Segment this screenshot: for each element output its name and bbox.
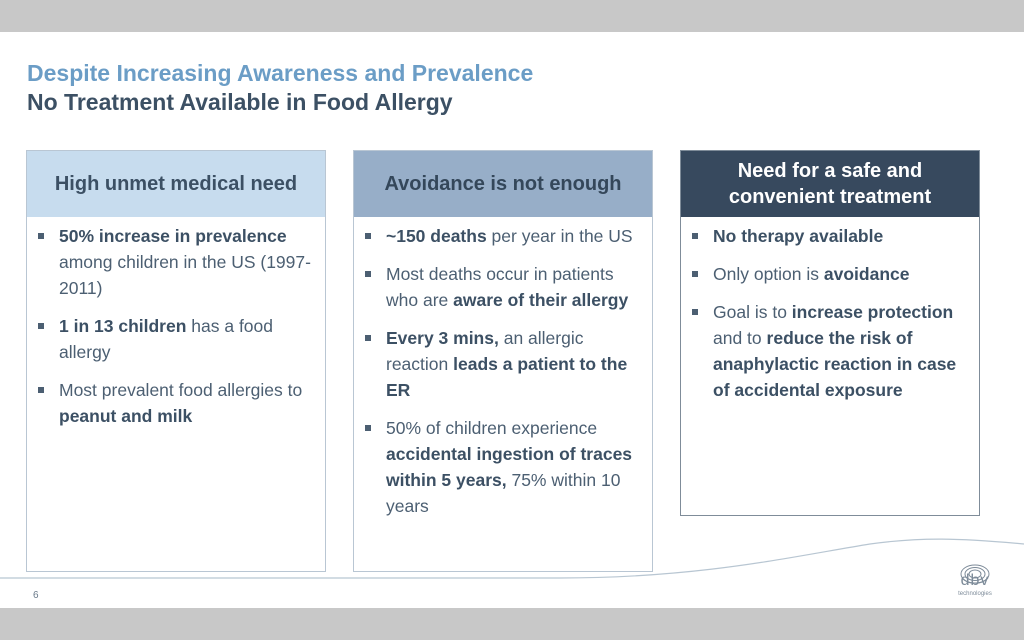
bullet-item [36,377,319,429]
bullet-text: Most deaths occur in patients who are [386,264,614,310]
bullet-item [36,223,319,301]
bullet-emphasis: peanut and milk [59,406,193,426]
bullet-item [363,223,646,249]
bullet-text: 50% of children experience [386,418,598,438]
bullet-list [354,217,652,519]
bullet-item [690,299,973,403]
bullet-text: has a food allergy [59,316,274,362]
bullet-emphasis: Every 3 mins, [386,328,499,348]
bullet-emphasis: No therapy available [713,226,884,246]
logo-text: dbv [960,572,990,589]
bullet-list [681,217,979,403]
bullet-emphasis: ~150 deaths [386,226,487,246]
bullet-emphasis: avoidance [823,264,910,284]
column-treatment-need [680,150,980,516]
slide-title: Despite Increasing Awareness and Prevalence [27,60,534,86]
bullet-text: Only option is [713,264,824,284]
column-heading: Need for a safe and convenient treatment [681,151,979,217]
slide-subtitle: No Treatment Available in Food Allergy [27,89,453,115]
page-number: 6 [33,590,39,601]
bullet-emphasis: 1 in 13 children [59,316,187,336]
bullet-emphasis: leads a patient to the ER [386,354,628,400]
bullet-emphasis: aware of their allergy [453,290,629,310]
column-heading: Avoidance is not enough [354,151,652,217]
bullet-item [690,223,973,249]
bullet-item [363,415,646,519]
bullet-text: an allergic reaction [386,328,584,374]
bullet-text: and to [713,328,767,348]
bullet-list [27,217,325,429]
bullet-emphasis: 50% increase in prevalence [59,226,287,246]
logo-subtext: technologies [958,591,992,597]
bullet-emphasis: increase protection [791,302,954,322]
bullet-text: Most prevalent food allergies to [59,380,303,400]
bullet-item [363,261,646,313]
bullet-item [690,261,973,287]
bullet-text: Goal is to [713,302,792,322]
bullet-text: per year in the US [486,226,633,246]
bullet-item [36,313,319,365]
bullet-emphasis: accidental ingestion of traces within 5 years, [386,444,633,490]
column-avoidance [353,150,653,572]
bullet-text: 75% within 10 years [386,470,621,516]
column-unmet-need [26,150,326,572]
slide [0,32,1024,608]
bullet-emphasis: reduce the risk of anaphylactic reaction in case of accidental exposure [713,328,957,400]
bullet-text: among children in the US (1997-2011) [59,252,311,298]
bullet-item [363,325,646,403]
column-heading: High unmet medical need [27,151,325,217]
